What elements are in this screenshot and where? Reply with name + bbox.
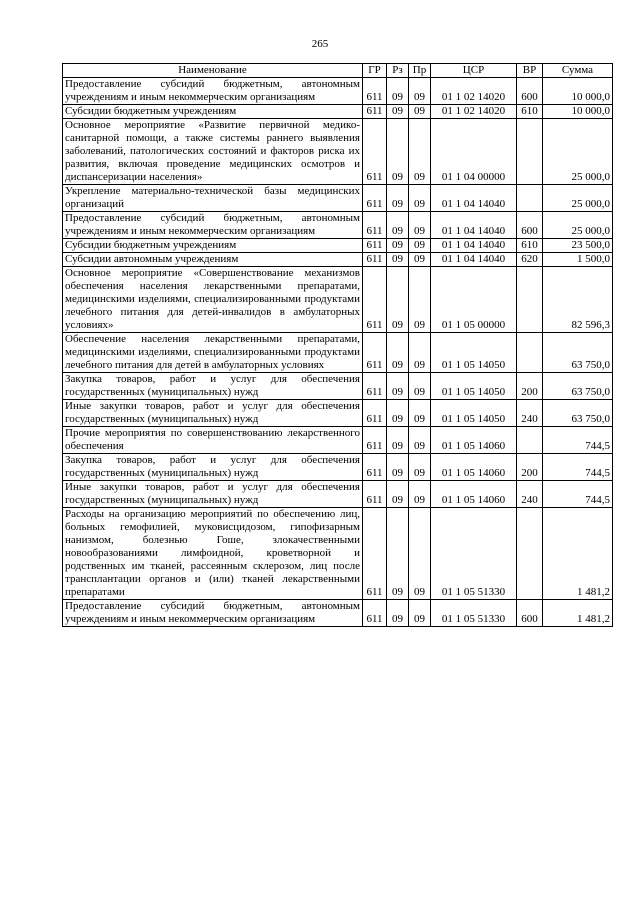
cell-pr: 09	[409, 119, 431, 185]
cell-csr: 01 1 04 14040	[431, 185, 517, 212]
cell-name: Иные закупки товаров, работ и услуг для обеспечения государственных (муниципальных) нужд	[63, 481, 363, 508]
cell-vr: 610	[517, 239, 543, 253]
cell-name: Предоставление субсидий бюджетным, автономным учреждениям и иным некоммерческим организациям	[63, 212, 363, 239]
cell-vr: 610	[517, 105, 543, 119]
header-rz: Рз	[387, 64, 409, 78]
cell-vr: 600	[517, 78, 543, 105]
cell-vr	[517, 427, 543, 454]
cell-gr: 611	[363, 105, 387, 119]
cell-vr	[517, 119, 543, 185]
cell-pr: 09	[409, 600, 431, 627]
cell-pr: 09	[409, 454, 431, 481]
cell-rz: 09	[387, 119, 409, 185]
cell-vr: 200	[517, 373, 543, 400]
cell-csr: 01 1 02 14020	[431, 78, 517, 105]
table-row	[63, 185, 613, 212]
cell-vr: 200	[517, 454, 543, 481]
cell-sum: 10 000,0	[543, 105, 613, 119]
cell-gr: 611	[363, 481, 387, 508]
cell-sum: 82 596,3	[543, 267, 613, 333]
header-vr: ВР	[517, 64, 543, 78]
cell-rz: 09	[387, 212, 409, 239]
header-csr: ЦСР	[431, 64, 517, 78]
table-row	[63, 105, 613, 119]
cell-gr: 611	[363, 600, 387, 627]
cell-name: Субсидии бюджетным учреждениям	[63, 239, 363, 253]
cell-vr: 600	[517, 600, 543, 627]
cell-pr: 09	[409, 373, 431, 400]
table-row	[63, 600, 613, 627]
cell-csr: 01 1 05 14060	[431, 481, 517, 508]
cell-sum: 744,5	[543, 454, 613, 481]
cell-pr: 09	[409, 508, 431, 600]
cell-name: Предоставление субсидий бюджетным, автономным учреждениям и иным некоммерческим организациям	[63, 600, 363, 627]
cell-csr: 01 1 02 14020	[431, 105, 517, 119]
cell-vr: 620	[517, 253, 543, 267]
cell-pr: 09	[409, 105, 431, 119]
cell-csr: 01 1 04 14040	[431, 239, 517, 253]
cell-name: Расходы на организацию мероприятий по обеспечению лиц, больных гемофилией, муковисцидозом, гипофизарным нанизмом, болезнью Гоше, злокачественными новообразованиями лимфоидной, кроветворной и родственных им тканей, рассеянным склерозом, лиц после трансплантации органов и (или) тканей лекарственными препаратами	[63, 508, 363, 600]
cell-pr: 09	[409, 212, 431, 239]
page-number: 265	[311, 38, 329, 50]
cell-name: Прочие мероприятия по совершенствованию лекарственного обеспечения	[63, 427, 363, 454]
header-gr: ГР	[363, 64, 387, 78]
cell-csr: 01 1 05 51330	[431, 600, 517, 627]
cell-vr	[517, 508, 543, 600]
cell-csr: 01 1 04 00000	[431, 119, 517, 185]
cell-sum: 63 750,0	[543, 373, 613, 400]
cell-gr: 611	[363, 119, 387, 185]
cell-sum: 63 750,0	[543, 333, 613, 373]
cell-vr	[517, 267, 543, 333]
cell-name: Субсидии бюджетным учреждениям	[63, 105, 363, 119]
cell-gr: 611	[363, 454, 387, 481]
cell-sum: 23 500,0	[543, 239, 613, 253]
cell-csr: 01 1 05 14060	[431, 454, 517, 481]
cell-gr: 611	[363, 78, 387, 105]
cell-rz: 09	[387, 454, 409, 481]
cell-rz: 09	[387, 481, 409, 508]
cell-sum: 25 000,0	[543, 185, 613, 212]
cell-rz: 09	[387, 427, 409, 454]
cell-rz: 09	[387, 373, 409, 400]
table-row	[63, 400, 613, 427]
cell-sum: 744,5	[543, 427, 613, 454]
cell-vr: 240	[517, 481, 543, 508]
cell-gr: 611	[363, 373, 387, 400]
cell-name: Предоставление субсидий бюджетным, автономным учреждениям и иным некоммерческим организациям	[63, 78, 363, 105]
table-row	[63, 253, 613, 267]
table-header-row	[63, 64, 613, 78]
cell-rz: 09	[387, 600, 409, 627]
cell-rz: 09	[387, 508, 409, 600]
table-row	[63, 333, 613, 373]
cell-name: Основное мероприятие «Развитие первичной медико-санитарной помощи, а также системы раннего выявления заболеваний, патологических состояний и факторов риска их развития, включая проведение медицинских осмотров и диспансеризации населения»	[63, 119, 363, 185]
budget-table	[62, 63, 613, 627]
cell-name: Обеспечение населения лекарственными препаратами, медицинскими изделиями, специализированными продуктами лечебного питания для детей в амбулаторных условиях	[63, 333, 363, 373]
cell-csr: 01 1 05 51330	[431, 508, 517, 600]
table-row	[63, 481, 613, 508]
cell-pr: 09	[409, 78, 431, 105]
cell-csr: 01 1 04 14040	[431, 253, 517, 267]
table-row	[63, 373, 613, 400]
cell-name: Иные закупки товаров, работ и услуг для обеспечения государственных (муниципальных) нужд	[63, 400, 363, 427]
cell-name: Основное мероприятие «Совершенствование механизмов обеспечения населения лекарственными препаратами, медицинскими изделиями, специализированными продуктами лечебного питания для детей-инвалидов в амбулаторных условиях»	[63, 267, 363, 333]
cell-sum: 1 500,0	[543, 253, 613, 267]
table-row	[63, 454, 613, 481]
cell-pr: 09	[409, 400, 431, 427]
cell-pr: 09	[409, 333, 431, 373]
cell-csr: 01 1 05 14060	[431, 427, 517, 454]
table-row	[63, 78, 613, 105]
cell-pr: 09	[409, 239, 431, 253]
cell-sum: 25 000,0	[543, 119, 613, 185]
cell-rz: 09	[387, 239, 409, 253]
cell-gr: 611	[363, 508, 387, 600]
table-body	[63, 78, 613, 627]
cell-rz: 09	[387, 105, 409, 119]
cell-vr: 240	[517, 400, 543, 427]
table-row	[63, 267, 613, 333]
cell-gr: 611	[363, 212, 387, 239]
cell-rz: 09	[387, 78, 409, 105]
header-sum: Сумма	[543, 64, 613, 78]
cell-sum: 1 481,2	[543, 600, 613, 627]
cell-pr: 09	[409, 185, 431, 212]
cell-rz: 09	[387, 185, 409, 212]
header-pr: Пр	[409, 64, 431, 78]
cell-sum: 1 481,2	[543, 508, 613, 600]
cell-gr: 611	[363, 185, 387, 212]
table-row	[63, 239, 613, 253]
cell-vr: 600	[517, 212, 543, 239]
cell-gr: 611	[363, 400, 387, 427]
cell-gr: 611	[363, 333, 387, 373]
cell-gr: 611	[363, 239, 387, 253]
cell-gr: 611	[363, 267, 387, 333]
cell-rz: 09	[387, 400, 409, 427]
cell-pr: 09	[409, 253, 431, 267]
cell-sum: 744,5	[543, 481, 613, 508]
table-row	[63, 508, 613, 600]
table-row	[63, 212, 613, 239]
cell-name: Укрепление материально-технической базы медицинских организаций	[63, 185, 363, 212]
cell-csr: 01 1 04 14040	[431, 212, 517, 239]
cell-csr: 01 1 05 14050	[431, 333, 517, 373]
cell-name: Закупка товаров, работ и услуг для обеспечения государственных (муниципальных) нужд	[63, 373, 363, 400]
table-row	[63, 427, 613, 454]
cell-gr: 611	[363, 427, 387, 454]
cell-csr: 01 1 05 14050	[431, 400, 517, 427]
cell-csr: 01 1 05 14050	[431, 373, 517, 400]
cell-pr: 09	[409, 267, 431, 333]
cell-vr	[517, 333, 543, 373]
cell-rz: 09	[387, 267, 409, 333]
cell-pr: 09	[409, 481, 431, 508]
table-row	[63, 119, 613, 185]
cell-sum: 10 000,0	[543, 78, 613, 105]
cell-name: Закупка товаров, работ и услуг для обеспечения государственных (муниципальных) нужд	[63, 454, 363, 481]
cell-name: Субсидии автономным учреждениям	[63, 253, 363, 267]
cell-rz: 09	[387, 333, 409, 373]
cell-gr: 611	[363, 253, 387, 267]
cell-pr: 09	[409, 427, 431, 454]
cell-csr: 01 1 05 00000	[431, 267, 517, 333]
cell-sum: 63 750,0	[543, 400, 613, 427]
header-name: Наименование	[63, 64, 363, 78]
cell-rz: 09	[387, 253, 409, 267]
cell-vr	[517, 185, 543, 212]
cell-sum: 25 000,0	[543, 212, 613, 239]
